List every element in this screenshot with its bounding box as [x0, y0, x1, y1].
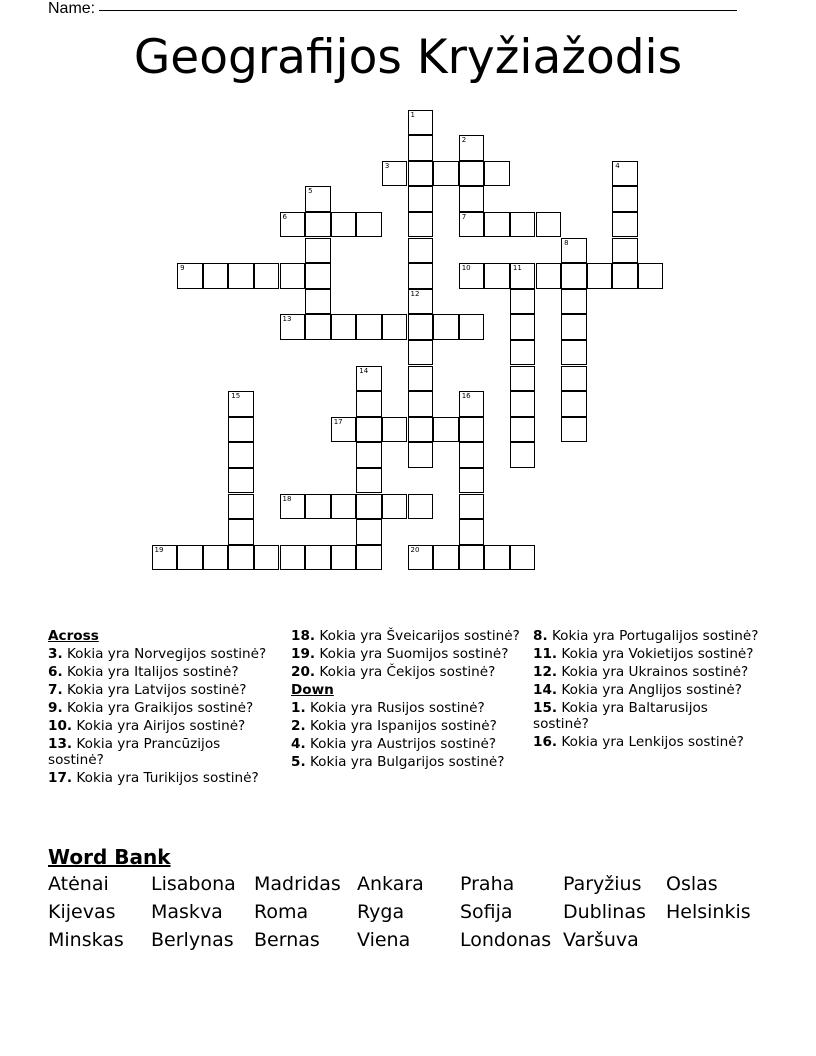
grid-cell[interactable]	[510, 289, 536, 315]
grid-cell[interactable]	[408, 135, 434, 161]
cell-number: 10	[461, 264, 471, 273]
grid-cell[interactable]	[331, 314, 357, 340]
clue-number: 15.	[533, 700, 558, 716]
clue-down	[291, 754, 521, 770]
grid-cell[interactable]	[382, 314, 408, 340]
clue-number: 6.	[48, 664, 63, 680]
grid-cell[interactable]	[228, 519, 254, 545]
cell-number: 7	[461, 212, 467, 221]
clue-text: Kokia yra Turikijos sostinė?	[72, 770, 259, 786]
grid-cell[interactable]	[228, 263, 254, 289]
word-bank	[48, 873, 788, 952]
clue-text: Kokia yra Rusijos sostinė?	[305, 700, 485, 716]
word-bank-word: Roma	[254, 901, 309, 923]
grid-cell[interactable]	[561, 314, 587, 340]
grid-cell[interactable]	[305, 314, 331, 340]
clue-number: 20.	[291, 664, 316, 680]
grid-cell[interactable]	[561, 417, 587, 443]
grid-cell[interactable]	[280, 314, 306, 340]
word-bank-word: Oslas	[666, 873, 718, 895]
grid-cell[interactable]	[408, 161, 434, 187]
grid-cell[interactable]	[228, 494, 254, 520]
grid-cell[interactable]	[459, 417, 485, 443]
clue-down	[533, 646, 763, 662]
grid-cell[interactable]	[484, 212, 510, 238]
cell-number: 20	[410, 545, 420, 554]
grid-cell[interactable]	[459, 263, 485, 289]
grid-cell[interactable]	[254, 263, 280, 289]
clue-text: Kokia yra Anglijos sostinė?	[557, 682, 742, 698]
word-bank-word: Ryga	[357, 901, 405, 923]
clue-across	[48, 682, 278, 698]
grid-cell[interactable]	[305, 494, 331, 520]
grid-cell[interactable]	[408, 442, 434, 468]
clue-text: Kokia yra Ukrainos sostinė?	[557, 664, 749, 680]
grid-cell[interactable]	[408, 212, 434, 238]
clue-down	[291, 718, 521, 734]
grid-cell[interactable]	[612, 186, 638, 212]
grid-cell[interactable]	[459, 186, 485, 212]
grid-cell[interactable]	[228, 545, 254, 571]
grid-cell[interactable]	[408, 110, 434, 136]
grid-cell[interactable]	[510, 340, 536, 366]
grid-cell[interactable]	[536, 263, 562, 289]
grid-cell[interactable]	[638, 263, 664, 289]
cell-number: 6	[282, 212, 287, 221]
clue-text: Kokia yra Prancūzijos sostinė?	[48, 736, 221, 768]
grid-cell[interactable]	[356, 417, 382, 443]
cell-number: 12	[410, 289, 420, 298]
clue-across	[48, 770, 278, 786]
word-bank-word: Londonas	[460, 929, 552, 951]
grid-cell[interactable]	[561, 238, 587, 264]
word-bank-word: Varšuva	[563, 929, 639, 951]
clue-number: 2.	[291, 718, 306, 734]
cell-number: 5	[308, 187, 313, 196]
grid-cell[interactable]	[459, 494, 485, 520]
clue-text: Kokia yra Ispanijos sostinė?	[305, 718, 497, 734]
clue-number: 10.	[48, 718, 73, 734]
grid-cell[interactable]	[484, 161, 510, 187]
clue-down	[533, 682, 763, 698]
name-label: Name:	[48, 0, 96, 17]
grid-cell[interactable]	[612, 161, 638, 187]
grid-cell[interactable]	[510, 366, 536, 392]
clue-down	[291, 736, 521, 752]
grid-cell[interactable]	[356, 212, 382, 238]
clue-across	[291, 646, 521, 662]
grid-cell[interactable]	[408, 494, 434, 520]
grid-cell[interactable]	[459, 468, 485, 494]
clue-text: Kokia yra Graikijos sostinė?	[62, 700, 254, 716]
clue-text: Kokia yra Suomijos sostinė?	[315, 646, 509, 662]
grid-cell[interactable]	[561, 289, 587, 315]
cell-number: 19	[154, 545, 164, 554]
grid-cell[interactable]	[305, 212, 331, 238]
grid-cell[interactable]	[510, 545, 536, 571]
grid-cell[interactable]	[587, 263, 613, 289]
grid-cell[interactable]	[408, 340, 434, 366]
grid-cell[interactable]	[356, 391, 382, 417]
clue-number: 17.	[48, 770, 73, 786]
grid-cell[interactable]	[459, 545, 485, 571]
cell-number: 4	[615, 161, 620, 170]
clue-number: 13.	[48, 736, 73, 752]
clue-across	[48, 646, 278, 662]
grid-cell[interactable]	[561, 263, 587, 289]
cell-number: 2	[461, 136, 467, 145]
grid-cell[interactable]	[510, 314, 536, 340]
word-bank-word: Helsinkis	[666, 901, 751, 923]
clue-number: 16.	[533, 734, 558, 750]
word-bank-word: Bernas	[254, 929, 320, 951]
down-heading: Down	[291, 682, 334, 698]
grid-cell[interactable]	[331, 212, 357, 238]
grid-cell[interactable]	[612, 238, 638, 264]
grid-cell[interactable]	[408, 238, 434, 264]
grid-cell[interactable]	[177, 545, 203, 571]
grid-cell[interactable]	[408, 391, 434, 417]
cell-number: 14	[359, 366, 369, 375]
grid-cell[interactable]	[382, 494, 408, 520]
clue-down	[291, 700, 521, 716]
grid-cell[interactable]	[331, 494, 357, 520]
word-bank-word: Maskva	[151, 901, 223, 923]
clue-number: 12.	[533, 664, 558, 680]
word-bank-title: Word Bank	[48, 845, 171, 869]
grid-cell[interactable]	[382, 417, 408, 443]
clue-number: 5.	[291, 754, 306, 770]
grid-cell[interactable]	[280, 263, 306, 289]
word-bank-word: Lisabona	[151, 873, 236, 895]
grid-cell[interactable]	[331, 417, 357, 443]
grid-cell[interactable]	[433, 545, 459, 571]
clue-number: 18.	[291, 628, 316, 644]
clue-text: Kokia yra Šveicarijos sostinė?	[315, 628, 520, 644]
grid-cell[interactable]	[228, 417, 254, 443]
clues-column-2	[291, 628, 521, 772]
cell-number: 9	[180, 264, 185, 273]
grid-cell[interactable]	[433, 314, 459, 340]
clue-text: Kokia yra Latvijos sostinė?	[62, 682, 247, 698]
clue-text: Kokia yra Airijos sostinė?	[72, 718, 246, 734]
clues-column-1	[48, 628, 278, 788]
grid-cell[interactable]	[254, 545, 280, 571]
grid-cell[interactable]	[203, 545, 229, 571]
clue-number: 8.	[533, 628, 548, 644]
grid-cell[interactable]	[510, 263, 536, 289]
word-bank-word: Paryžius	[563, 873, 642, 895]
clue-down	[533, 734, 763, 750]
grid-cell[interactable]	[408, 186, 434, 212]
grid-cell[interactable]	[305, 545, 331, 571]
grid-cell[interactable]	[459, 161, 485, 187]
clue-number: 19.	[291, 646, 316, 662]
grid-cell[interactable]	[510, 417, 536, 443]
grid-cell[interactable]	[408, 289, 434, 315]
clue-across	[291, 628, 521, 644]
clue-number: 14.	[533, 682, 558, 698]
grid-cell[interactable]	[536, 212, 562, 238]
clue-number: 1.	[291, 700, 306, 716]
cell-number: 18	[282, 494, 292, 503]
grid-cell[interactable]	[356, 519, 382, 545]
clue-down	[533, 628, 763, 644]
grid-cell[interactable]	[561, 366, 587, 392]
grid-cell[interactable]	[356, 442, 382, 468]
clue-number: 9.	[48, 700, 63, 716]
grid-cell[interactable]	[228, 391, 254, 417]
grid-cell[interactable]	[280, 494, 306, 520]
grid-cell[interactable]	[612, 263, 638, 289]
cell-number: 13	[282, 315, 292, 324]
clue-text: Kokia yra Bulgarijos sostinė?	[305, 754, 505, 770]
grid-cell[interactable]	[305, 289, 331, 315]
grid-cell[interactable]	[408, 263, 434, 289]
grid-cell[interactable]	[280, 212, 306, 238]
grid-cell[interactable]	[408, 366, 434, 392]
word-bank-word: Viena	[357, 929, 411, 951]
grid-cell[interactable]	[356, 494, 382, 520]
clue-across	[48, 736, 278, 768]
grid-cell[interactable]	[459, 519, 485, 545]
grid-cell[interactable]	[561, 340, 587, 366]
grid-cell[interactable]	[510, 442, 536, 468]
word-bank-word: Dublinas	[563, 901, 646, 923]
clue-down	[533, 664, 763, 680]
word-bank-word: Atėnai	[48, 873, 109, 895]
grid-cell[interactable]	[433, 161, 459, 187]
grid-cell[interactable]	[484, 545, 510, 571]
grid-cell[interactable]	[408, 417, 434, 443]
clue-number: 11.	[533, 646, 558, 662]
grid-cell[interactable]	[356, 366, 382, 392]
cell-number: 3	[384, 161, 390, 170]
clue-number: 4.	[291, 736, 306, 752]
word-bank-word: Minskas	[48, 929, 124, 951]
word-bank-word: Kijevas	[48, 901, 116, 923]
clue-text: Kokia yra Lenkijos sostinė?	[557, 734, 744, 750]
word-bank-word: Sofija	[460, 901, 513, 923]
cell-number: 1	[410, 110, 415, 119]
grid-cell[interactable]	[510, 212, 536, 238]
grid-cell[interactable]	[433, 417, 459, 443]
grid-cell[interactable]	[228, 468, 254, 494]
cell-number: 17	[333, 417, 343, 426]
grid-cell[interactable]	[408, 314, 434, 340]
clues-column-3	[533, 628, 763, 752]
grid-cell[interactable]	[459, 391, 485, 417]
grid-cell[interactable]	[459, 314, 485, 340]
clue-across	[291, 664, 521, 680]
clue-text: Kokia yra Čekijos sostinė?	[315, 664, 496, 680]
cell-number: 16	[461, 392, 471, 401]
grid-cell[interactable]	[356, 545, 382, 571]
clue-number: 7.	[48, 682, 63, 698]
clue-number: 3.	[48, 646, 63, 662]
word-bank-word: Ankara	[357, 873, 424, 895]
grid-cell[interactable]	[561, 391, 587, 417]
cell-number: 15	[231, 392, 241, 401]
grid-cell[interactable]	[305, 263, 331, 289]
clue-across	[48, 664, 278, 680]
grid-cell[interactable]	[177, 263, 203, 289]
grid-cell[interactable]	[203, 263, 229, 289]
grid-cell[interactable]	[484, 263, 510, 289]
across-heading: Across	[48, 628, 99, 644]
cell-number: 11	[512, 264, 522, 273]
grid-cell[interactable]	[459, 135, 485, 161]
grid-cell[interactable]	[280, 545, 306, 571]
clue-text: Kokia yra Portugalijos sostinė?	[547, 628, 759, 644]
grid-cell[interactable]	[382, 161, 408, 187]
grid-cell[interactable]	[459, 212, 485, 238]
grid-cell[interactable]	[356, 314, 382, 340]
word-bank-word: Praha	[460, 873, 515, 895]
grid-cell[interactable]	[356, 468, 382, 494]
grid-cell[interactable]	[305, 238, 331, 264]
grid-cell[interactable]	[305, 186, 331, 212]
clue-text: Kokia yra Baltarusijos sostinė?	[533, 700, 708, 732]
clue-down	[533, 700, 763, 732]
word-bank-word: Madridas	[254, 873, 341, 895]
grid-cell[interactable]	[152, 545, 178, 571]
grid-cell[interactable]	[510, 391, 536, 417]
word-bank-word: Berlynas	[151, 929, 234, 951]
clue-text: Kokia yra Austrijos sostinė?	[305, 736, 497, 752]
grid-cell[interactable]	[331, 545, 357, 571]
clue-across	[48, 718, 278, 734]
cell-number: 8	[564, 238, 569, 247]
grid-cell[interactable]	[228, 442, 254, 468]
clue-text: Kokia yra Italijos sostinė?	[62, 664, 239, 680]
grid-cell[interactable]	[408, 545, 434, 571]
page-title: Geografijos Kryžiažodis	[133, 30, 683, 85]
clue-text: Kokia yra Norvegijos sostinė?	[62, 646, 267, 662]
grid-cell[interactable]	[612, 212, 638, 238]
clue-text: Kokia yra Vokietijos sostinė?	[557, 646, 754, 662]
grid-cell[interactable]	[459, 442, 485, 468]
clue-across	[48, 700, 278, 716]
